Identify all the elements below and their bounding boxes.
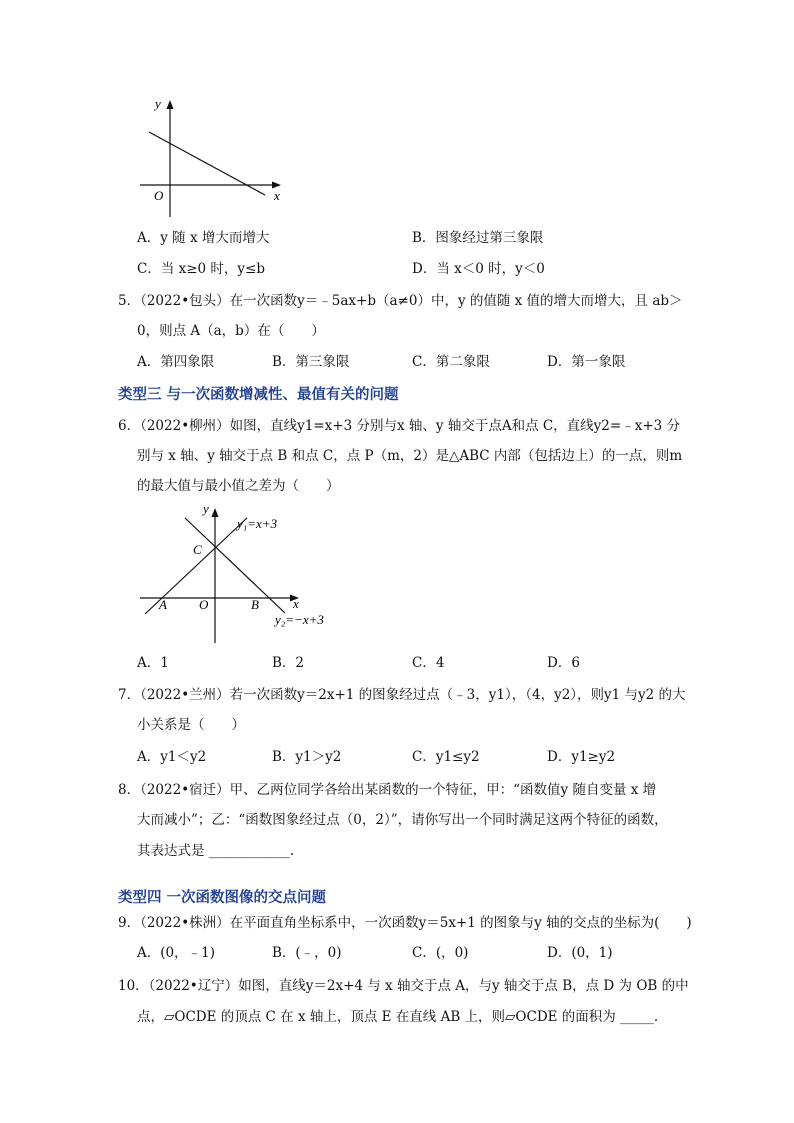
q5-option-b: B．第三象限 (272, 354, 350, 370)
q6-option-c: C．4 (412, 655, 445, 671)
q9-line-1: 9．（2022•株洲）在平面直角坐标系中，一次函数y＝5x+1 的图象与y 轴的交点的坐标为( ) (118, 915, 692, 931)
q7-option-a: A．y1＜y2 (137, 749, 207, 765)
y-axis-label: y (203, 501, 209, 516)
q4-option-b: B．图象经过第三象限 (412, 230, 544, 246)
q9-option-a: A．(0，﹣1) (137, 945, 215, 961)
q8-line-3: 其表达式是 ____________. (137, 843, 295, 859)
q9-option-d: D．(0，1) (547, 945, 613, 961)
q9-option-b: B．(﹣，0) (272, 945, 342, 961)
q4-option-c: C．当 x≥0 时，y≤b (137, 261, 266, 277)
q4-option-d: D．当 x＜0 时，y＜0 (412, 261, 545, 277)
line-y1-label: y₁=x+3 (237, 516, 278, 531)
q7-option-d: D．y1≥y2 (547, 749, 616, 765)
origin-label: O (154, 188, 164, 203)
q10-line-2: 点，▱OCDE 的顶点 C 在 x 轴上，顶点 E 在直线 AB 上，则▱OCDE 的面积为 _____. (137, 1009, 659, 1025)
x-axis-label: x (293, 596, 299, 611)
q7-option-c: C．y1≤y2 (412, 749, 480, 765)
y-axis-label: y (155, 96, 161, 111)
q6-option-d: D．6 (547, 655, 580, 671)
section-heading-4: 类型四 一次函数图像的交点问题 (118, 890, 327, 906)
q7-option-b: B．y1＞y2 (272, 749, 342, 765)
figure-line-graph-2 (135, 498, 365, 648)
y-axis-arrow (212, 508, 219, 517)
origin-label: O (199, 597, 209, 612)
point-b-label: B (251, 597, 259, 612)
q6-line-2: 别与 x 轴、y 轴交于点 B 和点 C，点 P（m，2）是△ABC 内部（包括边上）的一点，则m (137, 448, 683, 464)
q5-option-d: D．第一象限 (547, 354, 626, 370)
point-a-label: A (159, 597, 167, 612)
q5-line-2: 0，则点 A（a，b）在（ ） (137, 323, 325, 339)
q9-option-c: C．(，0) (412, 945, 469, 961)
x-axis-label: x (274, 188, 280, 203)
q10-line-1: 10．（2022•辽宁）如图，直线y＝2x+4 与 x 轴交于点 A，与y 轴交于点 B，点 D 为 OB 的中 (118, 978, 689, 994)
figure-line-graph-1 (135, 92, 295, 222)
y-axis-arrow (167, 100, 174, 109)
q8-line-2: 大而减小”；乙：“函数图象经过点（0，2）”，请你写出一个同时满足这两个特征的函数， (137, 812, 668, 828)
q5-option-a: A．第四象限 (137, 354, 215, 370)
line-y2-label: y₂=−x+3 (275, 612, 324, 627)
q4-option-a: A．y 随 x 增大而增大 (137, 230, 270, 246)
point-c-label: C (193, 542, 202, 557)
q6-option-b: B．2 (272, 655, 305, 671)
q7-line-1: 7．（2022•兰州）若一次函数y＝2x+1 的图象经过点（﹣3，y1），（4，y2），则y1 与y2 的大 (118, 687, 686, 703)
q6-line-1: 6．（2022•柳州）如图，直线y1=x+3 分别与x 轴、y 轴交于点A和点 C，直线y2=﹣x+3 分 (118, 418, 681, 434)
q5-option-c: C．第二象限 (412, 354, 490, 370)
q8-line-1: 8．（2022•宿迁）甲、乙两位同学各给出某函数的一个特征，甲：“函数值y 随自变量 x 增 (118, 782, 657, 798)
section-heading-3: 类型三 与一次函数增减性、最值有关的问题 (118, 387, 399, 403)
q7-line-2: 小关系是（ ） (137, 717, 245, 733)
q6-option-a: A．1 (137, 655, 169, 671)
q6-line-3: 的最大值与最小值之差为（ ） (137, 478, 340, 494)
q5-line-1: 5．（2022•包头）在一次函数y＝﹣5ax+b（a≠0）中，y 的值随 x 值的增大而增大，且 ab＞ (118, 293, 683, 309)
